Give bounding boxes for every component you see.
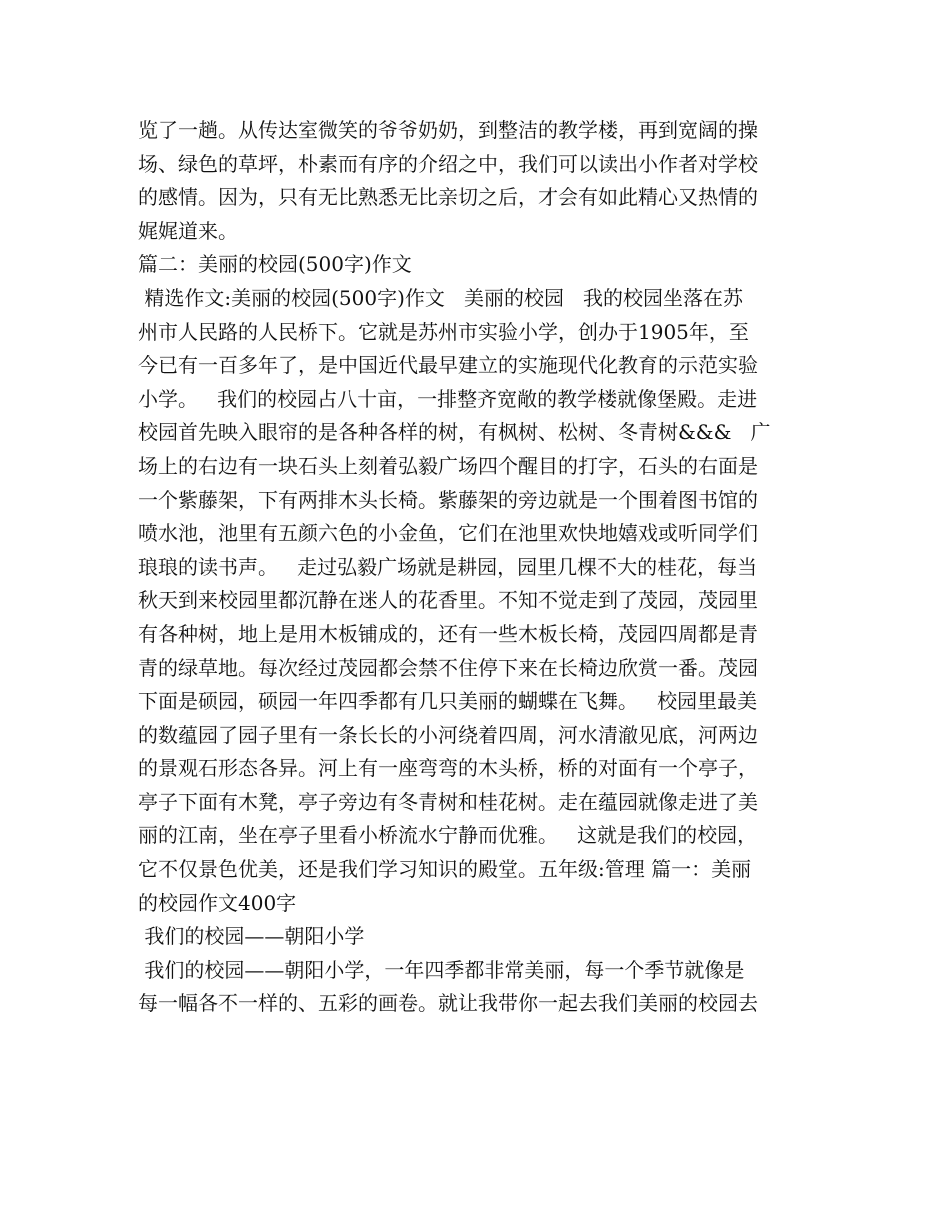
text-line: 丽的江南，坐在亭子里看小桥流水宁静而优雅。 这就是我们的校园， (138, 823, 758, 848)
text-line: 亭子下面有木凳，亭子旁边有冬青树和桂花树。走在蕴园就像走进了美 (138, 789, 758, 814)
text-line: 州市人民路的人民桥下。它就是苏州市实验小学，创办于1905年，至 (138, 319, 749, 344)
text-line: 娓娓道来。 (138, 218, 238, 243)
text-line: 览了一趟。从传达室微笑的爷爷奶奶，到整洁的教学楼，再到宽阔的操 (138, 118, 758, 142)
text-line: 每一幅各不一样的、五彩的画卷。就让我带你一起去我们美丽的校园去 (138, 991, 758, 1016)
text-line: 的校园作文400字 (138, 890, 297, 915)
text-line: 场、绿色的草坪，朴素而有序的介绍之中，我们可以读出小作者对学校 (138, 151, 758, 176)
text-line: 精选作文:美丽的校园(500字)作文 美丽的校园 我的校园坐落在苏 (138, 285, 744, 310)
text-line: 青的绿草地。每次经过茂园都会禁不住停下来在长椅边欣赏一番。茂园 (138, 655, 758, 680)
text-line: 它不仅景色优美，还是我们学习知识的殿堂。五年级:管理 篇一：美丽 (138, 857, 752, 882)
text-line: 今已有一百多年了，是中国近代最早建立的实施现代化教育的示范实验 (138, 353, 758, 378)
text-line: 我们的校园——朝阳小学，一年四季都非常美丽，每一个季节就像是 (138, 957, 745, 982)
section-heading: 篇二：美丽的校园(500字)作文 (138, 252, 412, 277)
text-line: 有各种树，地上是用木板铺成的，还有一些木板长椅，茂园四周都是青 (138, 621, 758, 646)
text-line: 小学。 我们的校园占八十亩，一排整齐宽敞的教学楼就像堡殿。走进 (138, 386, 758, 411)
text-line: 的数蕴园了园子里有一条长长的小河绕着四周，河水清澈见底，河两边 (138, 722, 758, 747)
text-line: 的景观石形态各异。河上有一座弯弯的木头桥，桥的对面有一个亭子， (138, 756, 758, 781)
subsection-title: 我们的校园——朝阳小学 (138, 924, 365, 949)
text-line: 的感情。因为，只有无比熟悉无比亲切之后，才会有如此精心又热情的 (138, 185, 758, 210)
text-line: 琅琅的读书声。 走过弘毅广场就是耕园，园里几棵不大的桂花，每当 (138, 554, 758, 579)
text-line: 下面是硕园，硕园一年四季都有几只美丽的蝴蝶在飞舞。 校园里最美 (138, 689, 758, 714)
text-line: 一个紫藤架，下有两排木头长椅。紫藤架的旁边就是一个围着图书馆的 (138, 487, 758, 512)
text-line: 场上的右边有一块石头上刻着弘毅广场四个醒目的打字，石头的右面是 (138, 453, 758, 478)
text-line: 校园首先映入眼帘的是各种各样的树，有枫树、松树、冬青树&&& 广 (138, 420, 771, 445)
text-line: 秋天到来校园里都沉静在迷人的花香里。不知不觉走到了茂园，茂园里 (138, 588, 758, 613)
article-body (138, 114, 814, 1021)
text-line: 喷水池，池里有五颜六色的小金鱼，它们在池里欢快地嬉戏或听同学们 (138, 521, 758, 546)
